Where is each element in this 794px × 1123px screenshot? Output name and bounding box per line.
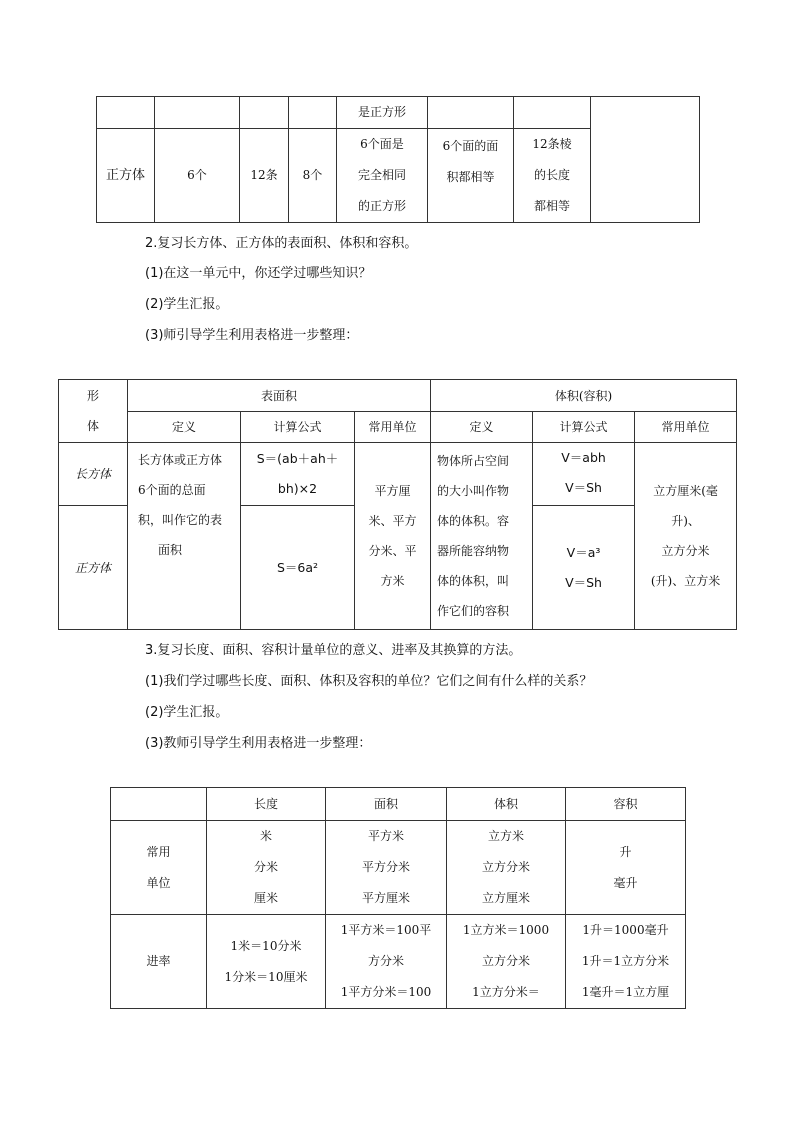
section2-question3: (3)师引导学生利用表格进一步整理： (145, 328, 359, 343)
table-cell (97, 97, 155, 129)
volume-rates: 1立方米＝1000 立方分米 1立方分米＝ (447, 915, 566, 1009)
surface-area-definition: 长方体或正方体 6个面的总面 积，叫作它的表 面积 (128, 443, 241, 630)
table-row (59, 380, 737, 412)
table-cell (289, 97, 337, 129)
volume-units: 立方米 立方分米 立方厘米 (447, 821, 566, 915)
formula-header: 计算公式 (241, 412, 355, 443)
unit-header: 常用单位 (355, 412, 431, 443)
section2-question2: (2)学生汇报。 (145, 297, 229, 312)
volume-definition: 物体所占空间 的大小叫作物 体的体积。容 器所能容纳物 体的体积，叫 作它们的容积 (431, 443, 533, 630)
face-feature-cell: 6个面是 完全相同 的正方形 (337, 129, 428, 223)
table-cell (428, 97, 514, 129)
table-row (111, 915, 686, 1009)
common-units-label: 常用 单位 (111, 821, 207, 915)
area-units: 平方米 平方分米 平方厘米 (326, 821, 447, 915)
capacity-rates: 1升＝1000毫升 1升＝1立方分米 1毫升＝1立方厘 (566, 915, 686, 1009)
table-cell (591, 97, 700, 223)
surface-area-formula-cube: S＝6a² (241, 506, 355, 630)
surface-area-units: 平方厘 米、平方 分米、平 方米 (355, 443, 431, 630)
length-header: 长度 (207, 788, 326, 821)
section3-question1: (1)我们学过哪些长度、面积、体积及容积的单位？它们之间有什么样的关系？ (145, 674, 593, 689)
table-row (111, 821, 686, 915)
area-rates: 1平方米＝100平 方分米 1平方分米＝100 (326, 915, 447, 1009)
section2-question1: (1)在这一单元中，你还学过哪些知识？ (145, 266, 372, 281)
cube-cell: 正方体 (59, 506, 128, 630)
table-row (59, 412, 737, 443)
length-rates: 1米＝10分米 1分米＝10厘米 (207, 915, 326, 1009)
length-units: 米 分米 厘米 (207, 821, 326, 915)
capacity-header: 容积 (566, 788, 686, 821)
cuboid-cell: 长方体 (59, 443, 128, 506)
shape-header-cell: 形 体 (59, 380, 128, 443)
units-table (110, 787, 686, 1009)
shape-name-cell: 正方体 (97, 129, 155, 223)
unit-header: 常用单位 (635, 412, 737, 443)
area-header: 面积 (326, 788, 447, 821)
table-row (59, 443, 737, 506)
section3-heading: 3.复习长度、面积、容积计量单位的意义、进率及其换算的方法。 (145, 643, 522, 658)
table-cell (514, 97, 591, 129)
capacity-units: 升 毫升 (566, 821, 686, 915)
volume-formula-cube: V＝a³ V＝Sh (533, 506, 635, 630)
area-volume-table (58, 379, 737, 630)
solid-features-table (96, 96, 700, 223)
table-row (97, 97, 700, 129)
faces-cell: 6个 (155, 129, 240, 223)
volume-header: 体积(容积) (431, 380, 737, 412)
volume-header: 体积 (447, 788, 566, 821)
surface-area-header: 表面积 (128, 380, 431, 412)
section3-question2: (2)学生汇报。 (145, 705, 229, 720)
vertices-cell: 8个 (289, 129, 337, 223)
definition-header: 定义 (431, 412, 533, 443)
surface-area-formula-cuboid: S＝(ab＋ah＋ bh)×2 (241, 443, 355, 506)
table-cell (155, 97, 240, 129)
section2-heading: 2.复习长方体、正方体的表面积、体积和容积。 (145, 236, 418, 251)
rate-label: 进率 (111, 915, 207, 1009)
table-cell (240, 97, 289, 129)
table-cell: 是正方形 (337, 97, 428, 129)
volume-formula-cuboid: V＝abh V＝Sh (533, 443, 635, 506)
definition-header: 定义 (128, 412, 241, 443)
table-cell (111, 788, 207, 821)
section3-question3: (3)教师引导学生利用表格进一步整理： (145, 736, 372, 751)
table-row (111, 788, 686, 821)
formula-header: 计算公式 (533, 412, 635, 443)
edges-cell: 12条 (240, 129, 289, 223)
face-area-cell: 6个面的面 积都相等 (428, 129, 514, 223)
volume-units: 立方厘米(毫 升)、 立方分米 (升)、立方米 (635, 443, 737, 630)
edge-feature-cell: 12条棱 的长度 都相等 (514, 129, 591, 223)
